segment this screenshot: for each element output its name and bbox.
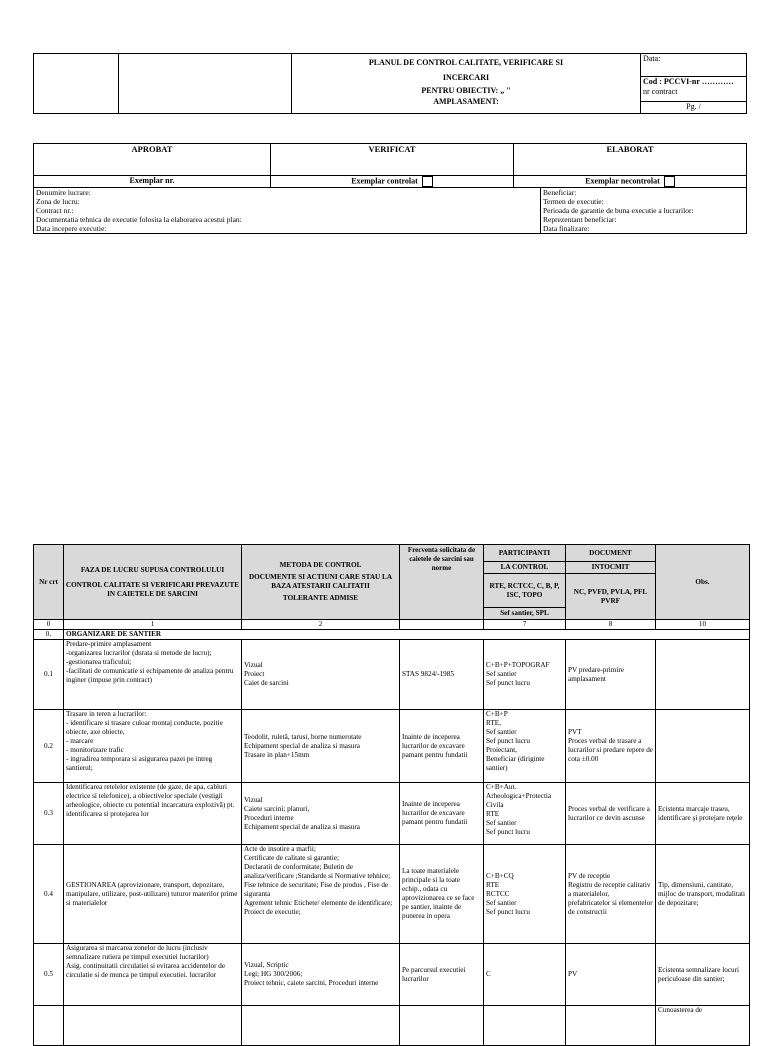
- elaborated-cell: [514, 144, 747, 176]
- row-number: [34, 1006, 64, 1046]
- logo-cell: [34, 54, 119, 114]
- row-number: 0.4: [34, 845, 64, 944]
- date-cell: [641, 54, 747, 77]
- col-header-document-2: [566, 562, 656, 574]
- participants-cell: C+B+P RTE, Sef santier Sef punct lucru Proiectant, Beneficiar (diriginte santier): [484, 710, 566, 783]
- title-cell: [292, 54, 641, 114]
- row-number: 0.3: [34, 783, 64, 845]
- col-header-document: [566, 545, 656, 562]
- col-header-participants-sub: LA CONTROL: [500, 563, 549, 571]
- frequency-cell: La toate materialele principale si la toate echip., odata cu aprovizionarea ce se face pe santier, inainte de punerea in opera: [400, 845, 484, 944]
- row-number: 0.5: [34, 944, 64, 1006]
- approval-table: [33, 143, 747, 188]
- obs-cell: Ecistenta marcaje traseu, identificare şi protejare reţele: [656, 783, 750, 845]
- col-header-document-sub: INTOCMIT: [591, 563, 630, 571]
- page-number-label: Pg. /: [686, 102, 701, 111]
- beneficiary-label: Beneficiar:: [543, 188, 577, 197]
- col-header-document-label: DOCUMENT: [589, 548, 632, 557]
- col-header-method: [242, 545, 400, 620]
- table-row: [34, 783, 750, 845]
- controlled-copy-cell: [271, 176, 514, 188]
- frequency-cell: Inainte de inceperea lucrarilor de excavare pamant pentru fundatii: [400, 710, 484, 783]
- col-header-participants-site: Sef santier, SPL: [500, 609, 549, 617]
- section-row: [34, 630, 750, 640]
- col-header-obs-label: Obs.: [695, 577, 710, 586]
- col-header-document-pvrf: PVRF: [600, 596, 621, 605]
- col-header-phase-sub: CONTROL CALITATE SI VERIFICARI PREVAZUTE IN CAIETELE DE SARCINI: [65, 580, 240, 598]
- phase-cell: Identificarea retelelor existente (de gaze, de apa, cabluri electrice si telefonice), a obiectivelor speciale (vestigii arheologice, obiecte cu potential incarcatura explozivă) pt. identificarea si protejarea lor: [64, 783, 242, 845]
- col-header-participants-roles: RTE, RCTCC, C, B, P, ISC, TOPO: [489, 581, 560, 599]
- beneficiary-representative-label: Reprezentant beneficiar:: [543, 215, 617, 224]
- code-cell: [641, 77, 747, 102]
- phase-cell: GESTIONAREA (aprovizionare, transport, depozitare, manipulare, utilizare, post-utilizare) tuturor materilor prime si materialelor: [64, 845, 242, 944]
- method-cell: Vizual Caiete sarcini; planuri, Proceduri interne Echipament special de analiza si masura: [242, 783, 400, 845]
- col-header-document-3: [566, 574, 656, 620]
- section-number: 0.: [34, 630, 64, 640]
- index-cell: 10: [656, 620, 750, 630]
- phase-cell: Predare-primire amplasament -organizarea lucrarilor (durata si metode de lucru); -gestionarea traficului; -facilitati de comunicatie si echipamente de analiza pentru inginer (impuse prin contract): [64, 640, 242, 710]
- uncontrolled-copy-checkbox[interactable]: [664, 176, 675, 187]
- approved-label: APROBAT: [131, 144, 173, 154]
- table-row: [34, 640, 750, 710]
- col-header-participants-2: [484, 562, 566, 574]
- index-cell: 7: [484, 620, 566, 630]
- column-index-row: [34, 620, 750, 630]
- col-header-phase-label: FAZA DE LUCRU SUPUSA CONTROLULUI: [80, 565, 225, 574]
- phase-cell: [64, 1006, 242, 1046]
- elaborated-label: ELABORAT: [606, 144, 654, 154]
- obs-cell: Cunoasterea de: [656, 1006, 750, 1046]
- index-cell: 1: [64, 620, 242, 630]
- table-row: [34, 845, 750, 944]
- company-cell: [119, 54, 292, 114]
- obs-cell: Ecistenta semnalizare locuri periculoase din santier;: [656, 944, 750, 1006]
- col-header-participants: [484, 545, 566, 562]
- method-cell: [242, 1006, 400, 1046]
- phase-cell: Trasare in teren a lucrarilor: - identificare si trasare culoar montaj conducte, pozitie obiecte, axe obiecte, - marcare - monitorizare trafic - ingradirea temporara si asigurarea pazei pe intreg santierul;: [64, 710, 242, 783]
- project-info-left: [34, 188, 541, 234]
- method-cell: Vizual Proiect Caiet de sarcini: [242, 640, 400, 710]
- start-date-label: Data incepere executie:: [36, 224, 107, 233]
- obs-cell: Tip, dimensiuni, cantitate, mijloc de transport, modalitati de depozitare;: [656, 845, 750, 944]
- row-number: 0.2: [34, 710, 64, 783]
- quality-control-table: [33, 544, 750, 1046]
- col-header-participants-4: [484, 608, 566, 620]
- work-name-label: Denumire lucrare:: [36, 188, 91, 197]
- location-label: AMPLASAMENT:: [433, 97, 499, 106]
- obs-cell: [656, 640, 750, 710]
- date-label: Data:: [643, 54, 661, 63]
- project-info-right: [541, 188, 747, 234]
- objective-label: PENTRU OBIECTIV: „ ": [421, 86, 511, 95]
- col-header-frequency: [400, 545, 484, 620]
- index-cell: 8: [566, 620, 656, 630]
- table-row: [34, 944, 750, 1006]
- work-zone-label: Zona de lucru:: [36, 197, 80, 206]
- deadline-label: Termen de executie:: [543, 197, 604, 206]
- controlled-copy-checkbox[interactable]: [422, 176, 433, 187]
- col-header-nr-label: Nr crt: [39, 577, 58, 586]
- col-header-method-sub: DOCUMENTE SI ACTIUNI CARE STAU LA BAZA ATESTARII CALITATII: [248, 573, 393, 590]
- table-row: [34, 710, 750, 783]
- index-cell: [400, 620, 484, 630]
- approved-cell: [34, 144, 271, 176]
- index-cell: 0: [34, 620, 64, 630]
- row-number: 0.1: [34, 640, 64, 710]
- copy-number-label: Exemplar nr.: [129, 176, 175, 185]
- document-cell: PV de receptie Registru de receptie calitativ a materialelor, prefabricatelor si elementelor de constructii: [566, 845, 656, 944]
- col-header-obs: [656, 545, 750, 620]
- obs-cell: [656, 710, 750, 783]
- copy-number-cell: [34, 176, 271, 188]
- document-cell: Proces verbal de verificare a lucrarilor ce devin ascunse: [566, 783, 656, 845]
- col-header-participants-label: PARTICIPANTI: [498, 548, 551, 557]
- section-title: ORGANIZARE DE SANTIER: [64, 630, 750, 640]
- contract-label: nr contract: [643, 87, 678, 96]
- frequency-cell: Inainte de inceperea lucrarilor de excavare pamant pentru fundatii: [400, 783, 484, 845]
- verified-cell: [271, 144, 514, 176]
- uncontrolled-copy-cell: [514, 176, 747, 188]
- document-cell: PVT Proces verbal de trasare a lucrarilor si predare repere de cota ±0.00: [566, 710, 656, 783]
- method-cell: Vizual, Scriptic Legi; HG 300/2006; Proiect tehnic, caiete sarcini, Proceduri interne: [242, 944, 400, 1006]
- participants-cell: C: [484, 944, 566, 1006]
- frequency-cell: [400, 1006, 484, 1046]
- page-title-2: INCERCARI: [442, 73, 490, 82]
- warranty-period-label: Perioada de garantie de buna executie a lucrarilor:: [543, 206, 694, 215]
- technical-documentation-label: Documentatia tehnica de executie folosita la elaborarea acestui plan:: [36, 215, 242, 224]
- col-header-phase: [64, 545, 242, 620]
- document-cell: PV: [566, 944, 656, 1006]
- document-cell: [566, 1006, 656, 1046]
- col-header-participants-3: [484, 574, 566, 608]
- end-date-label: Data finalizare:: [543, 224, 590, 233]
- frequency-cell: Pe parcursul executiei lucrarilor: [400, 944, 484, 1006]
- controlled-copy-label: Exemplar controlat: [351, 176, 418, 186]
- col-header-tolerance: TOLERANTE ADMISE: [282, 594, 359, 602]
- phase-cell: Asigurarea si marcarea zonelor de lucru (inclusiv semnalizare rutiera pe timpul executiei lucrarilor) Asig. continuitatii circulatiei si evitarea accidentelor de circulatie si de munca pe timpul executiei. lucrarilor: [64, 944, 242, 1006]
- participants-cell: C+B+P+TOPOGRAF Sef santier Sef punct lucru: [484, 640, 566, 710]
- participants-cell: C+B+Aut. Arheologica+Protectia Civila RTE Sef santier Sef punct lucru: [484, 783, 566, 845]
- col-header-nr: [34, 545, 64, 620]
- document-cell: PV predare-primire amplasament: [566, 640, 656, 710]
- col-header-method-label: METODA DE CONTROL: [279, 561, 362, 569]
- participants-cell: C+B+CQ RTE RCTCC Sef santier Sef punct lucru: [484, 845, 566, 944]
- project-info-table: [33, 187, 747, 234]
- frequency-cell: STAS 9824/-1985: [400, 640, 484, 710]
- document-header: [33, 53, 747, 114]
- method-cell: Teodolit, ruletă, tarusi, borne numerotate Echipament special de analiza si masura Trasare in plan+15mm: [242, 710, 400, 783]
- method-cell: Acte de insotire a marfii; Certificate de calitate si garantie; Declaratii de conformitate; Buletin de analiza/verificare ;Standarde si Normative tehnice; Fise tehnice de securitate; Fise de produs , Fise de siguranta Agrement tehnic Etichete/ elemente de identificare; Proiect de executie;: [242, 845, 400, 944]
- contract-number-label: Contract nr.:: [36, 206, 74, 215]
- col-header-document-codes: NC, PVFD, PVLA, PFL: [573, 587, 648, 596]
- participants-cell: [484, 1006, 566, 1046]
- uncontrolled-copy-label: Exemplar necontrolat: [585, 176, 660, 186]
- page-cell: [641, 102, 747, 114]
- page-title: PLANUL DE CONTROL CALITATE, VERIFICARE SI: [368, 58, 564, 67]
- index-cell: 2: [242, 620, 400, 630]
- table-row: [34, 1006, 750, 1046]
- code-label: Cod : PCCVI-nr …………: [643, 77, 734, 86]
- verified-label: VERIFICAT: [368, 144, 416, 154]
- col-header-frequency-label: Frecventa solicitata de caietele de sarcini sau norme: [407, 546, 476, 572]
